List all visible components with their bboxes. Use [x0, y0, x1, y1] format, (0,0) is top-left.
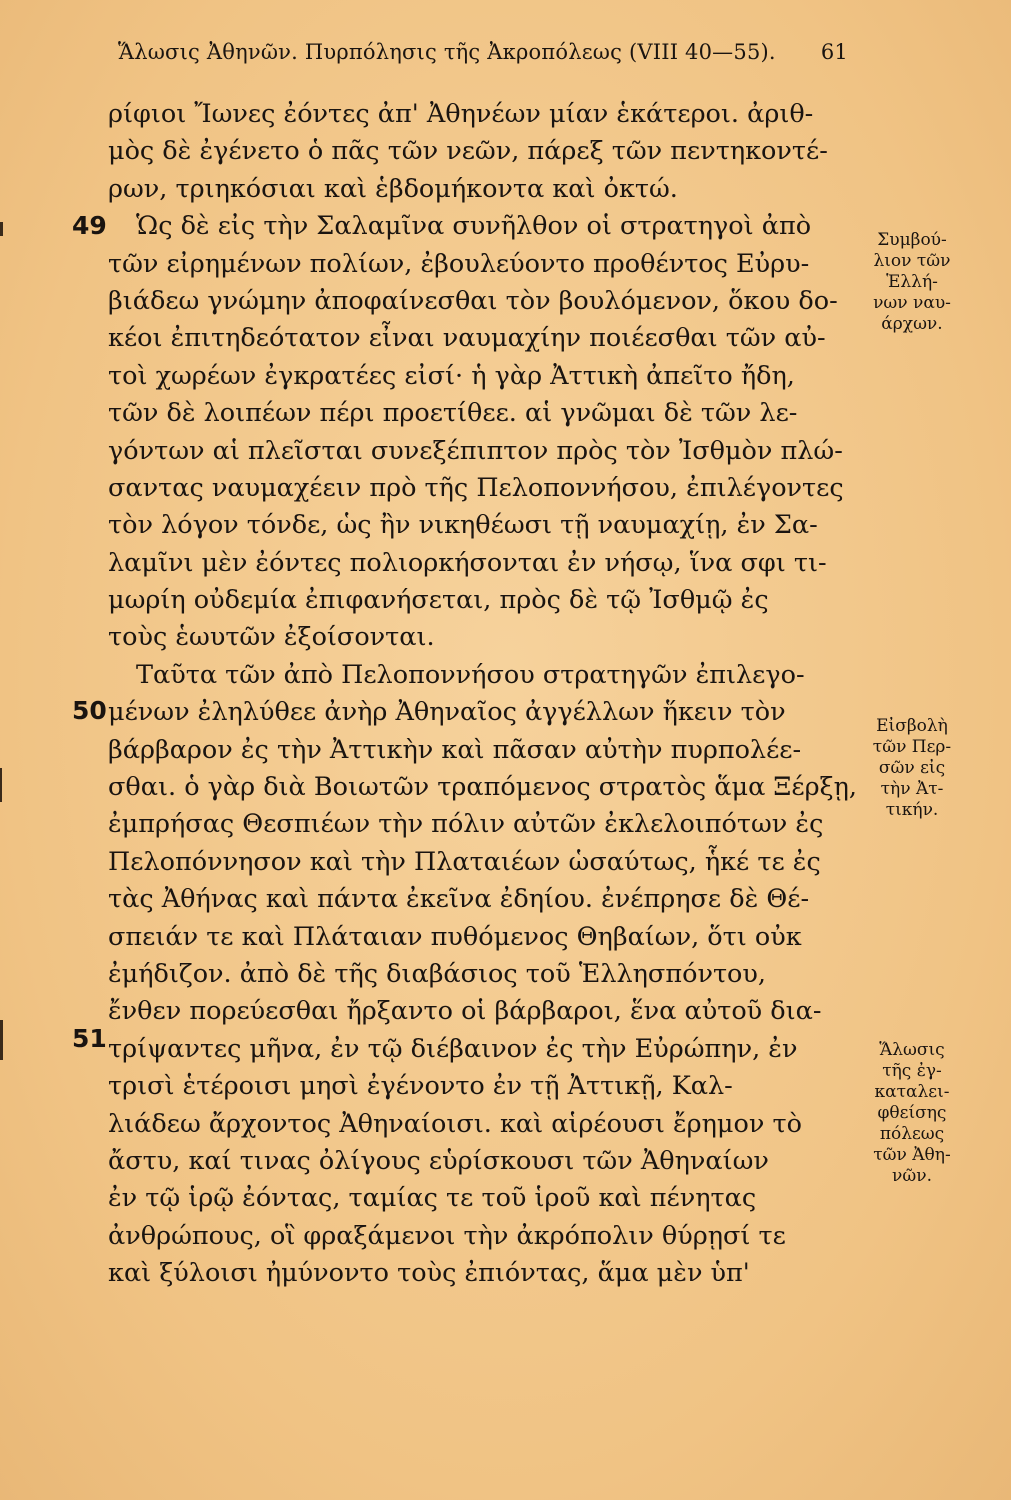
edge-mark [0, 222, 3, 236]
margin-note-invasion [852, 716, 972, 821]
text-line: Πελοπόννησον καὶ τὴν Πλαταιέων ὡσαύτως, ἧκέ τε ἐς [108, 846, 821, 877]
edge-mark [0, 1020, 3, 1060]
margin-note-line: Ἅλωσις [879, 1040, 945, 1060]
margin-note-line: Εἰσβολὴ [876, 716, 948, 736]
text-line: τρίψαντες μῆνα, ἐν τῷ διέβαινον ἐς τὴν Εὐρώπην, ἐν [108, 1033, 798, 1064]
chapter-number-49: 49 [72, 211, 107, 240]
margin-note-line: τῆς ἐγ- [882, 1061, 942, 1081]
text-line: μὸς δὲ ἐγένετο ὁ πᾶς τῶν νεῶν, πάρεξ τῶν πεντηκοντέ- [108, 136, 828, 167]
page-number: 61 [820, 40, 848, 64]
text-line: σπειάν τε καὶ Πλάταιαν πυθόμενος Θηβαίων, ὅτι οὐκ [108, 921, 802, 952]
chapter-number-51: 51 [72, 1024, 107, 1053]
text-line: τὰς Ἀθήνας καὶ πάντα ἐκεῖνα ἐδηίου. ἐνέπρησε δὲ Θέ- [108, 884, 810, 915]
header-title: Ἅλωσις Ἀθηνῶν. Πυρπόλησις τῆς Ἀκροπόλεως (VIII 40—55). [118, 40, 776, 64]
text-line: Ταῦτα τῶν ἀπὸ Πελοποννήσου στρατηγῶν ἐπιλεγο- [136, 659, 805, 690]
text-line: ρίφιοι Ἴωνες ἐόντες ἀπ' Ἀθηνέων μίαν ἑκάτεροι. ἀριθ- [108, 99, 814, 129]
text-line: ἐμπρήσας Θεσπιέων τὴν πόλιν αὐτῶν ἐκλελοιπότων ἐς [108, 809, 824, 840]
text-line: λιάδεω ἄρχοντος Ἀθηναίοισι. καὶ αἱρέουσι ἔρημον τὸ [108, 1108, 802, 1139]
margin-note-line: πόλεως [879, 1124, 945, 1144]
margin-note-capture [852, 1040, 972, 1187]
text-line: σαντας ναυμαχέειν πρὸ τῆς Πελοποννήσου, ἐπιλέγοντες [108, 472, 844, 503]
text-line: μωρίη οὐδεμία ἐπιφανήσεται, πρὸς δὲ τῷ Ἰσθμῷ ἐς [108, 585, 769, 616]
margin-note-line: καταλει- [874, 1082, 950, 1102]
text-line: ἔνθεν πορεύεσθαι ἤρξαντο οἱ βάρβαροι, ἕνα αὐτοῦ δια- [108, 996, 822, 1027]
text-line: ἐμήδιζον. ἀπὸ δὲ τῆς διαβάσιος τοῦ Ἑλλησπόντου, [108, 958, 767, 989]
main-text [108, 96, 857, 1293]
margin-note-line: φθείσης [877, 1103, 947, 1123]
text-line: τοὺς ἑωυτῶν ἐξοίσονται. [108, 622, 435, 653]
text-line: τῶν δὲ λοιπέων πέρι προετίθεε. αἱ γνῶμαι δὲ τῶν λε- [108, 398, 798, 429]
margin-note-line: τῶν Ἀθη- [873, 1145, 951, 1165]
text-line: τρισὶ ἑτέροισι μησὶ ἐγένοντο ἐν τῇ Ἀττικῇ, Καλ- [108, 1071, 733, 1102]
text-line: τὸν λόγον τόνδε, ὡς ἢν νικηθέωσι τῇ ναυμαχίῃ, ἐν Σα- [108, 510, 818, 541]
text-line: μένων ἐληλύθεε ἀνὴρ Ἀθηναῖος ἀγγέλλων ἥκειν τὸν [108, 697, 786, 728]
text-line: ρων, τριηκόσιαι καὶ ἑβδομήκοντα καὶ ὀκτώ. [108, 173, 678, 204]
margin-note-line: νων ναυ- [873, 293, 951, 313]
margin-note-line: σῶν εἰς [878, 758, 946, 778]
text-line: Ὡς δὲ εἰς τὴν Σαλαμῖνα συνῆλθον οἱ στρατηγοὶ ἀπὸ [136, 211, 812, 242]
text-line: καὶ ξύλοισι ἠμύνοντο τοὺς ἐπιόντας, ἅμα μὲν ὑπ' [108, 1258, 750, 1289]
margin-note-line: τῶν Περ- [872, 737, 952, 757]
margin-note-line: Συμβού- [877, 230, 947, 250]
text-line: ἀνθρώπους, οἳ φραξάμενοι τὴν ἀκρόπολιν θύρῃσί τε [108, 1220, 786, 1251]
text-line: τῶν εἰρημένων πολίων, ἐβουλεύοντο προθέντος Εὐρυ- [108, 248, 810, 279]
text-line: σθαι. ὁ γὰρ διὰ Βοιωτῶν τραπόμενος στρατὸς ἅμα Ξέρξῃ, [108, 772, 857, 803]
text-line: λαμῖνι μὲν ἐόντες πολιορκήσονται ἐν νήσῳ, ἵνα σφι τι- [108, 547, 827, 578]
chapter-number-50: 50 [72, 696, 107, 725]
text-line: βιάδεω γνώμην ἀποφαίνεσθαι τὸν βουλόμενον, ὅκου δο- [108, 285, 838, 316]
running-header [118, 40, 848, 64]
text-line: κέοι ἐπιτηδεότατον εἶναι ναυμαχίην ποιέεσθαι τῶν αὐ- [108, 323, 826, 354]
margin-note-line: νῶν. [892, 1166, 932, 1186]
text-line: τοὶ χωρέων ἐγκρατέες εἰσί· ἡ γὰρ Ἀττικὴ ἀπεῖτο ἤδη, [108, 360, 795, 391]
text-line: βάρβαρον ἐς τὴν Ἀττικὴν καὶ πᾶσαν αὐτὴν πυρπολέε- [108, 734, 802, 765]
margin-note-line: άρχων. [881, 314, 943, 334]
text-line: ἄστυ, καί τινας ὀλίγους εὑρίσκουσι τῶν Ἀθηναίων [108, 1145, 769, 1176]
margin-note-line: τικήν. [885, 800, 939, 820]
margin-note-line: Ἑλλή- [886, 272, 938, 292]
margin-note-line: τὴν Ἀτ- [880, 779, 944, 799]
edge-mark [0, 768, 2, 802]
text-line: γόντων αἱ πλεῖσται συνεξέπιπτον πρὸς τὸν Ἰσθμὸν πλώ- [108, 435, 843, 466]
margin-note-council [852, 230, 972, 335]
margin-note-line: λιον τῶν [873, 251, 951, 271]
text-line: ἐν τῷ ἱρῷ ἐόντας, ταμίας τε τοῦ ἱροῦ καὶ πένητας [108, 1183, 757, 1214]
